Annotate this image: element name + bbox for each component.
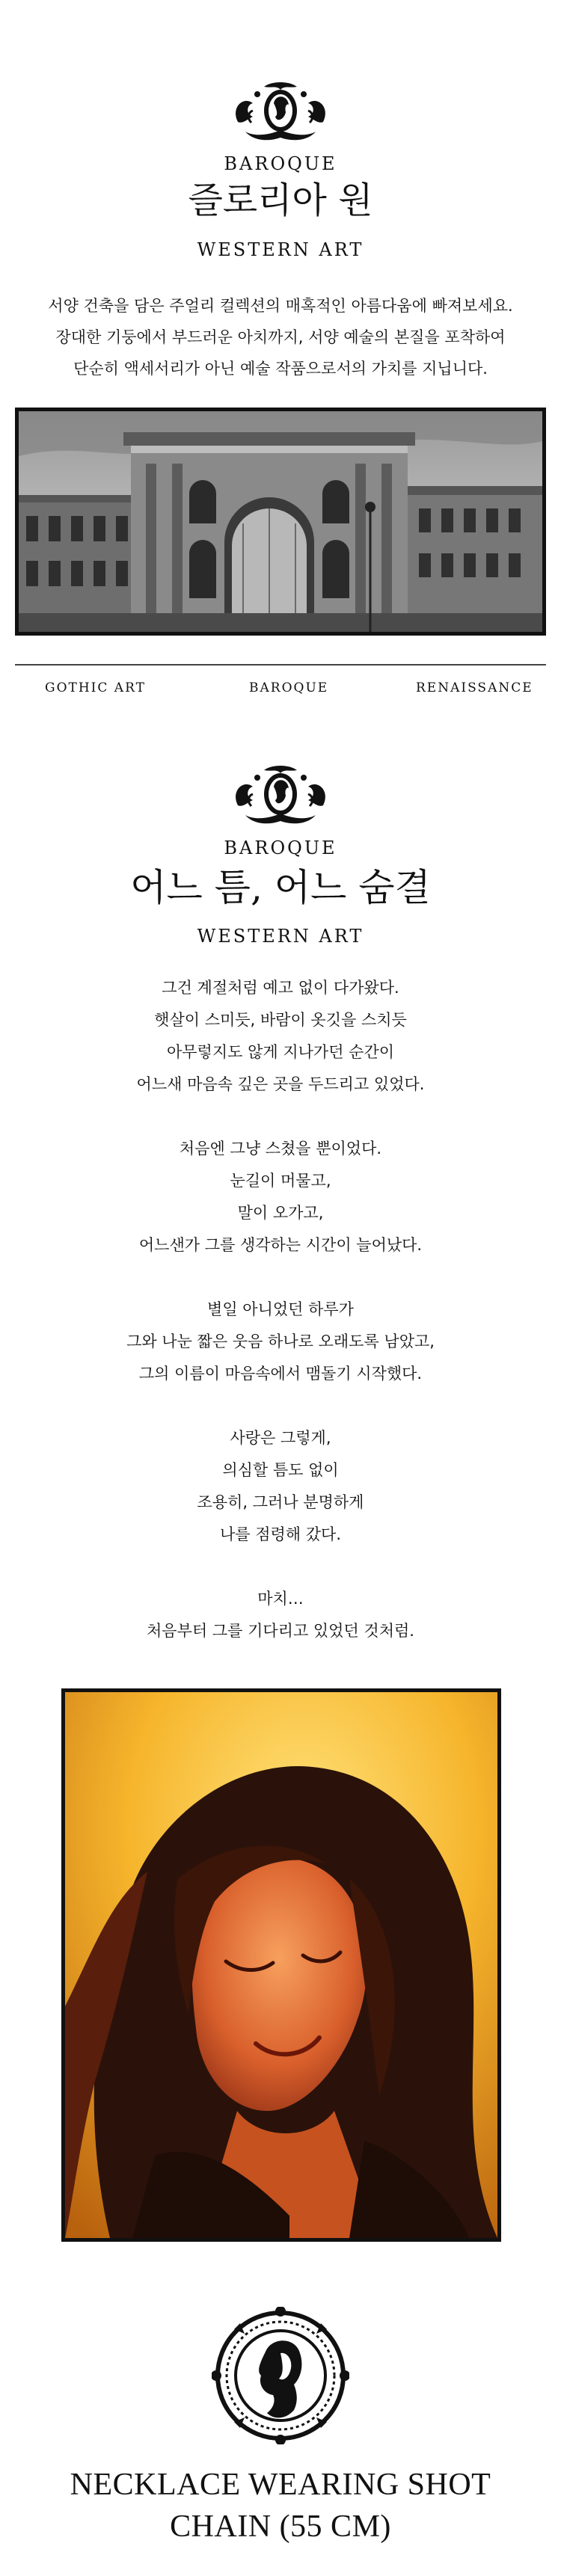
- poem-stanza: [0, 1583, 561, 1647]
- poem-stanza: [0, 1422, 561, 1551]
- section-divider: [15, 664, 546, 665]
- poem-stanza: [0, 1133, 561, 1261]
- category-gothic-art: GOTHIC ART: [45, 680, 146, 695]
- poem-line: 조용히, 그러나 분명하게: [197, 1493, 364, 1511]
- category-renaissance: RENAISSANCE: [416, 680, 533, 695]
- poem-line: 햇살이 스미듯, 바람이 옷깃을 스치듯: [154, 1011, 407, 1029]
- intro-line: 단순히 액세서리가 아닌 예술 작품으로서의 가치를 지닙니다.: [73, 360, 488, 378]
- poem-line: 그와 나눈 짧은 웃음 하나로 오래도록 남았고,: [126, 1332, 435, 1350]
- intro-line: 장대한 기둥에서 부드러운 아치까지, 서양 예술의 본질을 포착하여: [55, 328, 506, 346]
- poem-line: 어느샌가 그를 생각하는 시간이 늘어났다.: [138, 1236, 423, 1254]
- category-row: [0, 680, 561, 703]
- poem-line: 사랑은 그렇게,: [230, 1429, 331, 1447]
- brand-label: BAROQUE: [224, 837, 337, 858]
- poem: [0, 972, 561, 1679]
- poem-line: 처음엔 그냥 스쳤을 뿐이었다.: [179, 1140, 382, 1158]
- poem-line: 어느새 마음속 깊은 곳을 두드리고 있었다.: [136, 1075, 425, 1093]
- poem-line: 별일 아니었던 하루가: [207, 1300, 354, 1318]
- intro-text: [0, 290, 561, 384]
- subtitle: WESTERN ART: [197, 926, 364, 947]
- poem-line: 의심할 틈도 없이: [222, 1461, 339, 1479]
- necklace-heading-line: NECKLACE WEARING SHOT: [70, 2468, 491, 2502]
- poem-line: 나를 점령해 갔다.: [219, 1525, 342, 1543]
- poem-title: 어느 틈, 어느 숨결: [130, 866, 431, 909]
- necklace-heading-line: CHAIN (55 CM): [170, 2509, 391, 2544]
- baroque-crest-icon: [230, 81, 331, 145]
- poem-line: 아무렇지도 않게 지나가던 순간이: [166, 1043, 395, 1061]
- necklace-heading: [0, 2464, 561, 2548]
- collection-title: 즐로리아 원: [188, 179, 373, 221]
- poem-line: 마치…: [257, 1590, 304, 1608]
- smiling-woman-portrait: [65, 1692, 497, 2238]
- poem-stanza: [0, 1294, 561, 1390]
- category-baroque: BAROQUE: [249, 680, 329, 695]
- brand-label: BAROQUE: [224, 153, 337, 174]
- baroque-crest-icon: [230, 764, 331, 829]
- poem-stanza: [0, 972, 561, 1101]
- poem-line: 눈길이 머물고,: [230, 1172, 331, 1190]
- gallery-arcade-photo: [19, 411, 542, 632]
- cameo-medallion-icon: [212, 2307, 349, 2444]
- poem-line: 그건 계절처럼 예고 없이 다가왔다.: [162, 979, 399, 997]
- architecture-photo: [15, 408, 546, 636]
- poem-line: 말이 오가고,: [237, 1204, 324, 1222]
- poem-line: 그의 이름이 마음속에서 맴돌기 시작했다.: [138, 1365, 423, 1383]
- portrait-image: [61, 1688, 501, 2242]
- intro-line: 서양 건축을 담은 주얼리 컬렉션의 매혹적인 아름다움에 빠져보세요.: [48, 297, 513, 315]
- subtitle: WESTERN ART: [197, 239, 364, 260]
- poem-line: 처음부터 그를 기다리고 있었던 것처럼.: [147, 1622, 414, 1640]
